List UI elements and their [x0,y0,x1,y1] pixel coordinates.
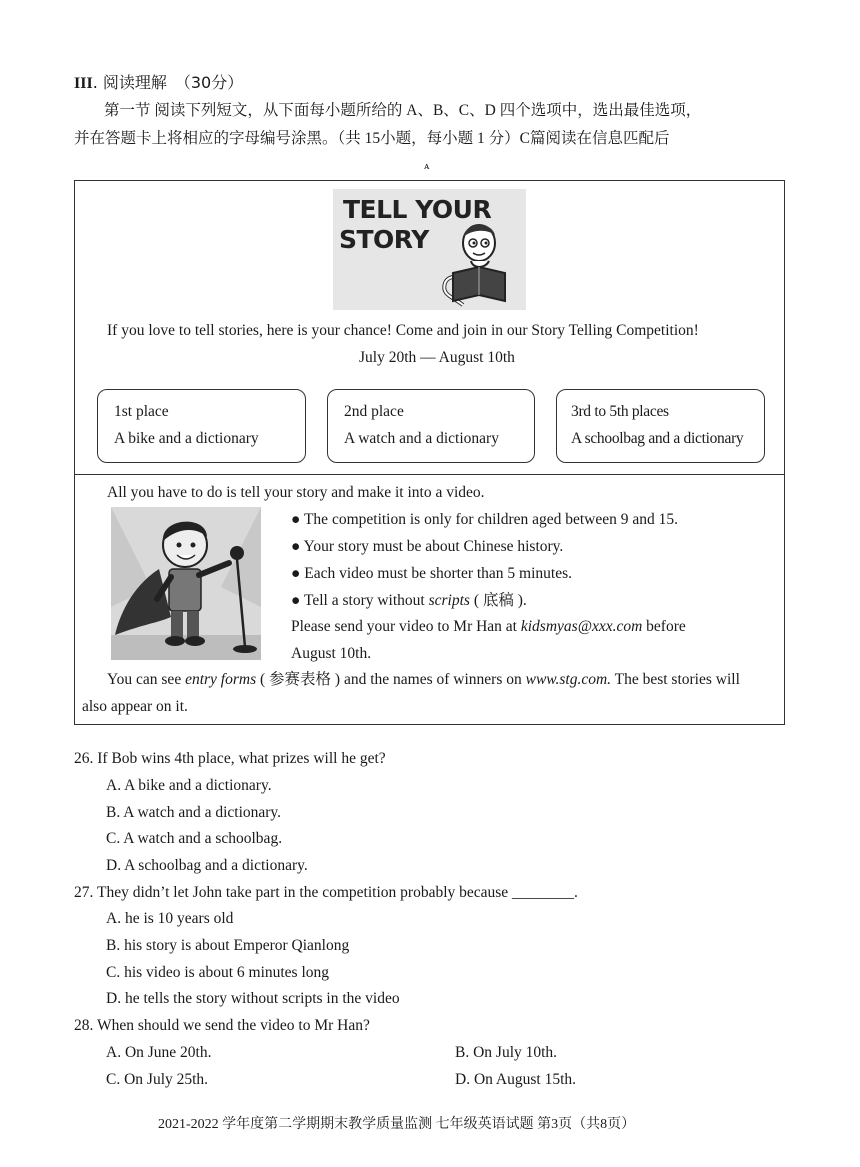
section-roman: III [74,75,93,92]
question-27: 27. They didn’t let John take part in the competition probably because ________. [74,884,578,901]
rule-text: The competition is only for children aged between 9 and 15. [303,511,679,528]
question-26-option-d: D. A schoolbag and a dictionary. [106,857,308,874]
prize-card-third [556,389,765,463]
rule-item-2 [291,533,563,560]
page-footer: 2021-2022 学年度第二学期期末教学质量监测 七年级英语试题 第3页（共8页） [158,1117,636,1132]
rule-text: Each video must be shorter than 5 minutes. [304,565,572,582]
bookworm-icon [433,217,525,309]
closing-line-2: also appear on it. [82,698,188,715]
rules-intro: All you have to do is tell your story and make it into a video. [107,484,485,501]
prize-card-second [327,389,535,463]
closing-line-1 [107,666,740,693]
ad-dates: July 20th — August 10th [359,349,515,366]
prize-place: 3rd to 5th places [571,403,669,420]
section-heading [74,70,243,93]
ad-intro: If you love to tell stories, here is your chance! Come and join in our Story Telling Competition! [107,322,699,339]
rule-item-4 [291,587,527,614]
question-28-option-c: C. On July 25th. [106,1071,209,1088]
question-28-option-b: B. On July 10th. [455,1044,558,1061]
storyteller-boy-icon [111,507,261,660]
instruction-line-1: 第一节 阅读下列短文，从下面每小题所给的 A、B、C、D 四个选项中，选出最佳选项， [104,102,702,119]
prize-place: 2nd place [344,403,404,420]
question-27-option-d: D. he tells the story without scripts in the video [106,990,400,1007]
bullet-icon: ● [291,511,304,528]
question-27-option-b: B. his story is about Emperor Qianlong [106,937,350,954]
closing-text: You can see [107,671,186,688]
prize-item: A schoolbag and a dictionary [571,430,744,447]
rule-text-end: ( 底稿 ). [469,592,527,609]
closing-text-end: The best stories will [611,671,740,688]
tell-your-story-logo [333,189,526,310]
question-26: 26. If Bob wins 4th place, what prizes will he get? [74,750,386,767]
bullet-icon: ● [291,592,304,609]
prize-item: A bike and a dictionary [114,430,259,447]
section-title: . 阅读理解 [92,73,167,92]
send-instruction [291,613,686,640]
prize-item: A watch and a dictionary [344,430,499,447]
closing-text-mid: ( 参赛表格 ) and the names of winners on [256,671,526,688]
question-26-option-a: A. A bike and a dictionary. [106,777,272,794]
storyteller-boy-picture [111,507,261,660]
question-27-option-a: A. he is 10 years old [106,910,234,927]
send-deadline: August 10th. [291,645,372,662]
prize-card-first [97,389,306,463]
instruction-line-2: 并在答题卡上将相应的字母编号涂黑。（共 15小题，每小题 1 分）C篇阅读在信息匹配后 [74,130,670,147]
question-26-option-b: B. A watch and a dictionary. [106,804,282,821]
rule-item-1 [291,506,678,533]
bullet-icon: ● [291,565,305,582]
rule-item-3 [291,560,572,587]
send-text: Please send your video to Mr Han at [291,618,521,635]
contact-email: kidsmyas@xxx.com [520,618,643,635]
question-28-option-d: D. On August 15th. [455,1071,576,1088]
question-27-option-c: C. his video is about 6 minutes long [106,964,330,981]
advertisement-box [74,180,785,725]
section-score: （30分） [174,73,244,92]
prize-place: 1st place [114,403,169,420]
question-28-option-a: A. On June 20th. [106,1044,212,1061]
question-26-option-c: C. A watch and a schoolbag. [106,830,283,847]
rule-emphasis: scripts [428,592,470,609]
bullet-icon: ● [291,538,304,555]
website-url: www.stg.com. [525,671,612,688]
stray-mark: ᴀ [424,160,430,172]
ad-divider [75,474,784,475]
closing-emphasis: entry forms [185,671,257,688]
logo-line-2: STORY [339,225,429,254]
rule-text: Your story must be about Chinese history. [303,538,564,555]
logo-line-1: TELL YOUR [343,195,492,224]
send-text-end: before [642,618,686,635]
question-28: 28. When should we send the video to Mr Han? [74,1017,370,1034]
rule-text: Tell a story without [303,592,429,609]
